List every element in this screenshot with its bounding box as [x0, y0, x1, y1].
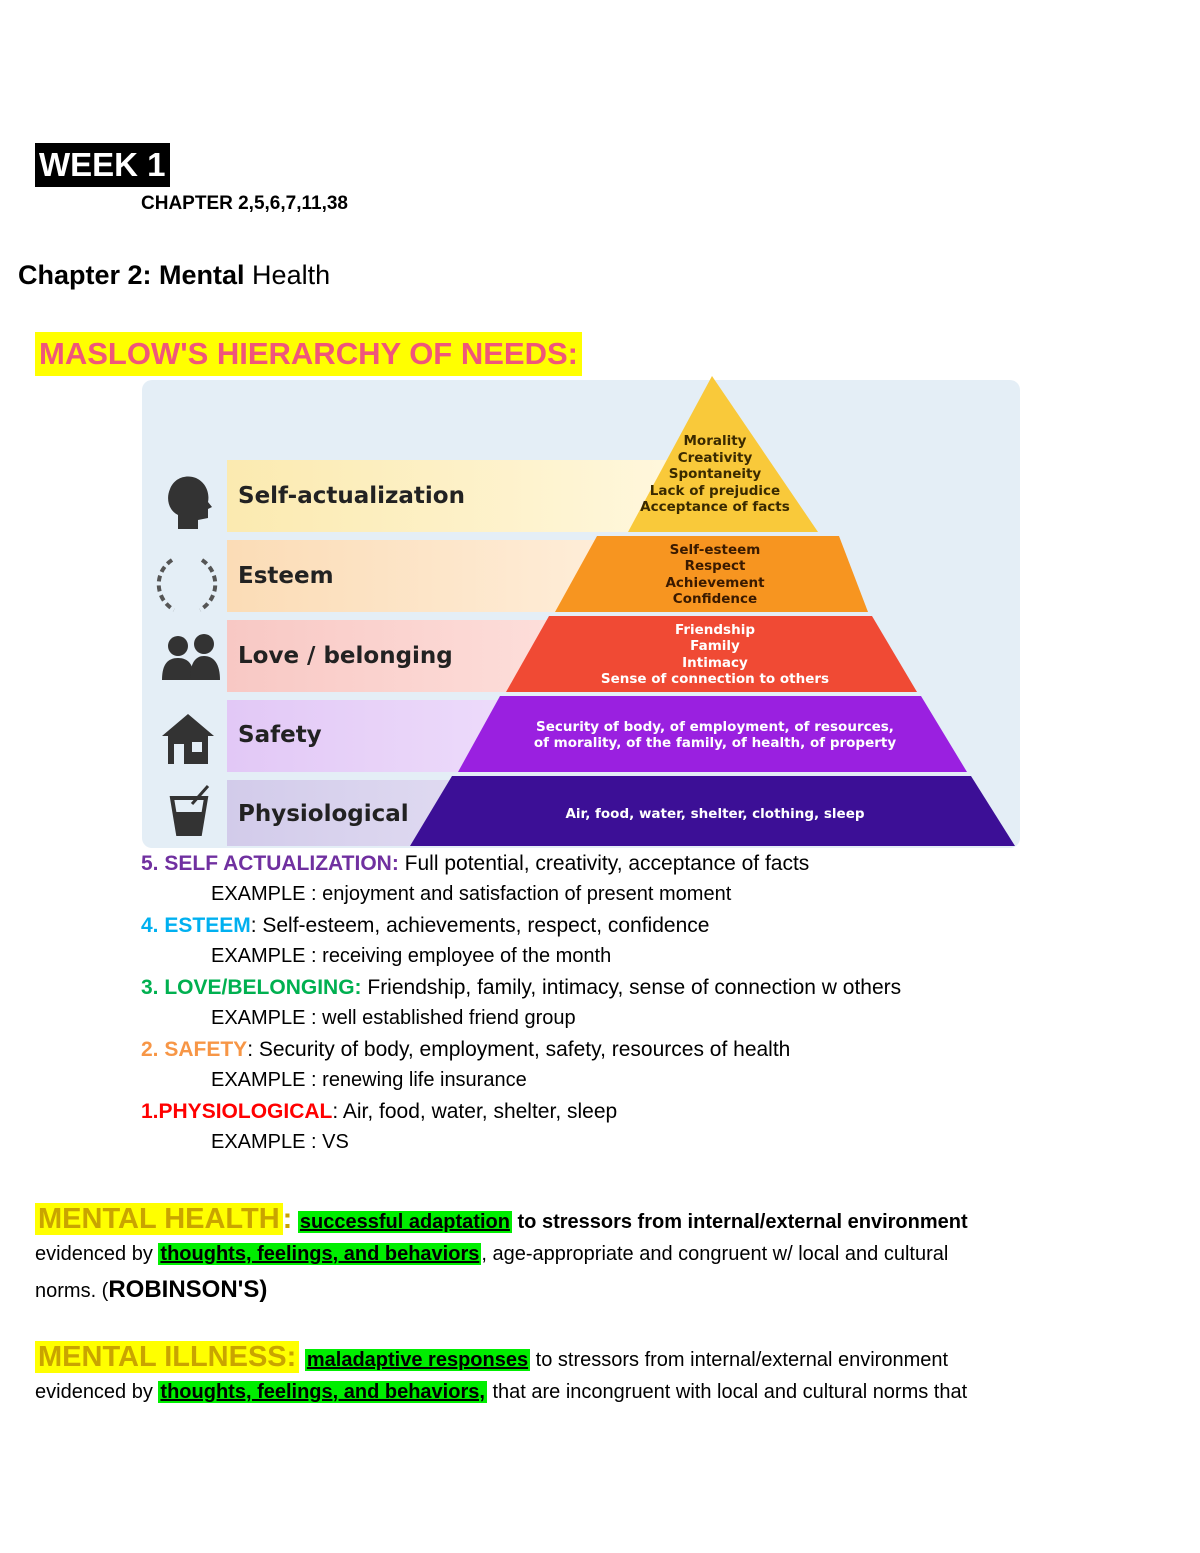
chapter-title-prefix: Chapter 2: Mental	[18, 260, 245, 290]
need-example: EXAMPLE : VS	[211, 1131, 349, 1153]
needs-list	[141, 848, 901, 1158]
maslow-title: MASLOW'S HIERARCHY OF NEEDS:	[35, 332, 582, 376]
love-line-4: Sense of connection to others	[600, 671, 830, 687]
love-line-3: Intimacy	[682, 655, 748, 671]
esteem-line-4: Confidence	[672, 591, 758, 607]
need-example: EXAMPLE : enjoyment and satisfaction of present moment	[211, 883, 732, 905]
band-label-physiological: Physiological	[238, 801, 409, 827]
mental-health-definition	[35, 1203, 968, 1307]
apex-line-3: Spontaneity	[668, 466, 762, 482]
mental-health-text-2: , age-appropriate and congruent w/ local and cultural	[481, 1243, 949, 1265]
chapter-title-suffix: Health	[244, 260, 331, 290]
mental-health-text-1: to stressors from internal/external environment	[511, 1211, 968, 1233]
mental-illness-term: MENTAL ILLNESS:	[35, 1341, 299, 1373]
apex-line-1: Morality	[683, 433, 747, 449]
need-label: 2. SAFETY	[141, 1038, 248, 1061]
need-item	[141, 910, 901, 941]
need-item	[141, 1034, 901, 1065]
need-item	[141, 972, 901, 1003]
need-label: 1.PHYSIOLOGICAL	[141, 1100, 333, 1123]
need-example: EXAMPLE : well established friend group	[211, 1007, 576, 1029]
chapter-list: CHAPTER 2,5,6,7,11,38	[141, 193, 348, 214]
need-example: EXAMPLE : receiving employee of the month	[211, 945, 612, 967]
physiological-line-1: Air, food, water, shelter, clothing, sleep	[565, 806, 865, 822]
mental-health-line2-prefix: evidenced by	[35, 1243, 159, 1265]
week-heading: WEEK 1	[35, 143, 170, 187]
apex-line-4: Lack of prejudice	[649, 483, 781, 499]
need-desc: Friendship, family, intimacy, sense of connection w others	[361, 976, 902, 999]
love-line-1: Friendship	[674, 622, 756, 638]
love-line-2: Family	[690, 638, 740, 654]
mental-illness-line2-prefix: evidenced by	[35, 1381, 159, 1403]
esteem-line-2: Respect	[684, 558, 746, 574]
need-label: 4. ESTEEM	[141, 914, 251, 937]
need-label: 5. SELF ACTUALIZATION:	[141, 852, 399, 875]
need-desc: Full potential, creativity, acceptance of facts	[398, 852, 810, 875]
highlight-thoughts-feelings-behaviors-2: thoughts, feelings, and behaviors,	[160, 1381, 485, 1403]
mental-illness-definition	[35, 1341, 967, 1408]
band-label-love-belonging: Love / belonging	[238, 643, 453, 669]
band-label-safety: Safety	[238, 722, 322, 748]
need-item	[141, 1096, 901, 1127]
need-desc: : Air, food, water, shelter, sleep	[332, 1100, 618, 1123]
esteem-line-1: Self-esteem	[669, 542, 761, 558]
maslow-pyramid-diagram	[142, 374, 1020, 848]
safety-line-2: of morality, of the family, of health, of property	[533, 735, 897, 751]
chapter-title	[18, 260, 330, 291]
need-item	[141, 848, 901, 879]
need-label: 3. LOVE/BELONGING:	[141, 976, 362, 999]
band-label-self-actualization: Self-actualization	[238, 483, 465, 509]
highlight-thoughts-feelings-behaviors: thoughts, feelings, and behaviors	[160, 1243, 480, 1265]
need-example: EXAMPLE : renewing life insurance	[211, 1069, 527, 1091]
mental-health-term: MENTAL HEALTH	[35, 1203, 283, 1235]
need-desc: : Security of body, employment, safety, resources of health	[247, 1038, 791, 1061]
esteem-line-3: Achievement	[665, 575, 765, 591]
highlight-successful-adaptation: successful adaptation	[299, 1211, 510, 1233]
apex-line-5: Acceptance of facts	[640, 499, 790, 515]
need-desc: : Self-esteem, achievements, respect, confidence	[250, 914, 710, 937]
robinsons-source: ROBINSON'S)	[108, 1276, 268, 1303]
safety-line-1: Security of body, of employment, of resources,	[536, 719, 894, 735]
mental-health-line3: norms. (	[35, 1280, 109, 1302]
mental-health-colon: :	[282, 1203, 293, 1235]
band-label-esteem: Esteem	[238, 563, 334, 589]
highlight-maladaptive-responses: maladaptive responses	[306, 1349, 529, 1371]
mental-illness-text-2: that are incongruent with local and cultural norms that	[486, 1381, 968, 1403]
mental-illness-text-1: to stressors from internal/external environment	[530, 1349, 949, 1371]
apex-line-2: Creativity	[677, 450, 753, 466]
